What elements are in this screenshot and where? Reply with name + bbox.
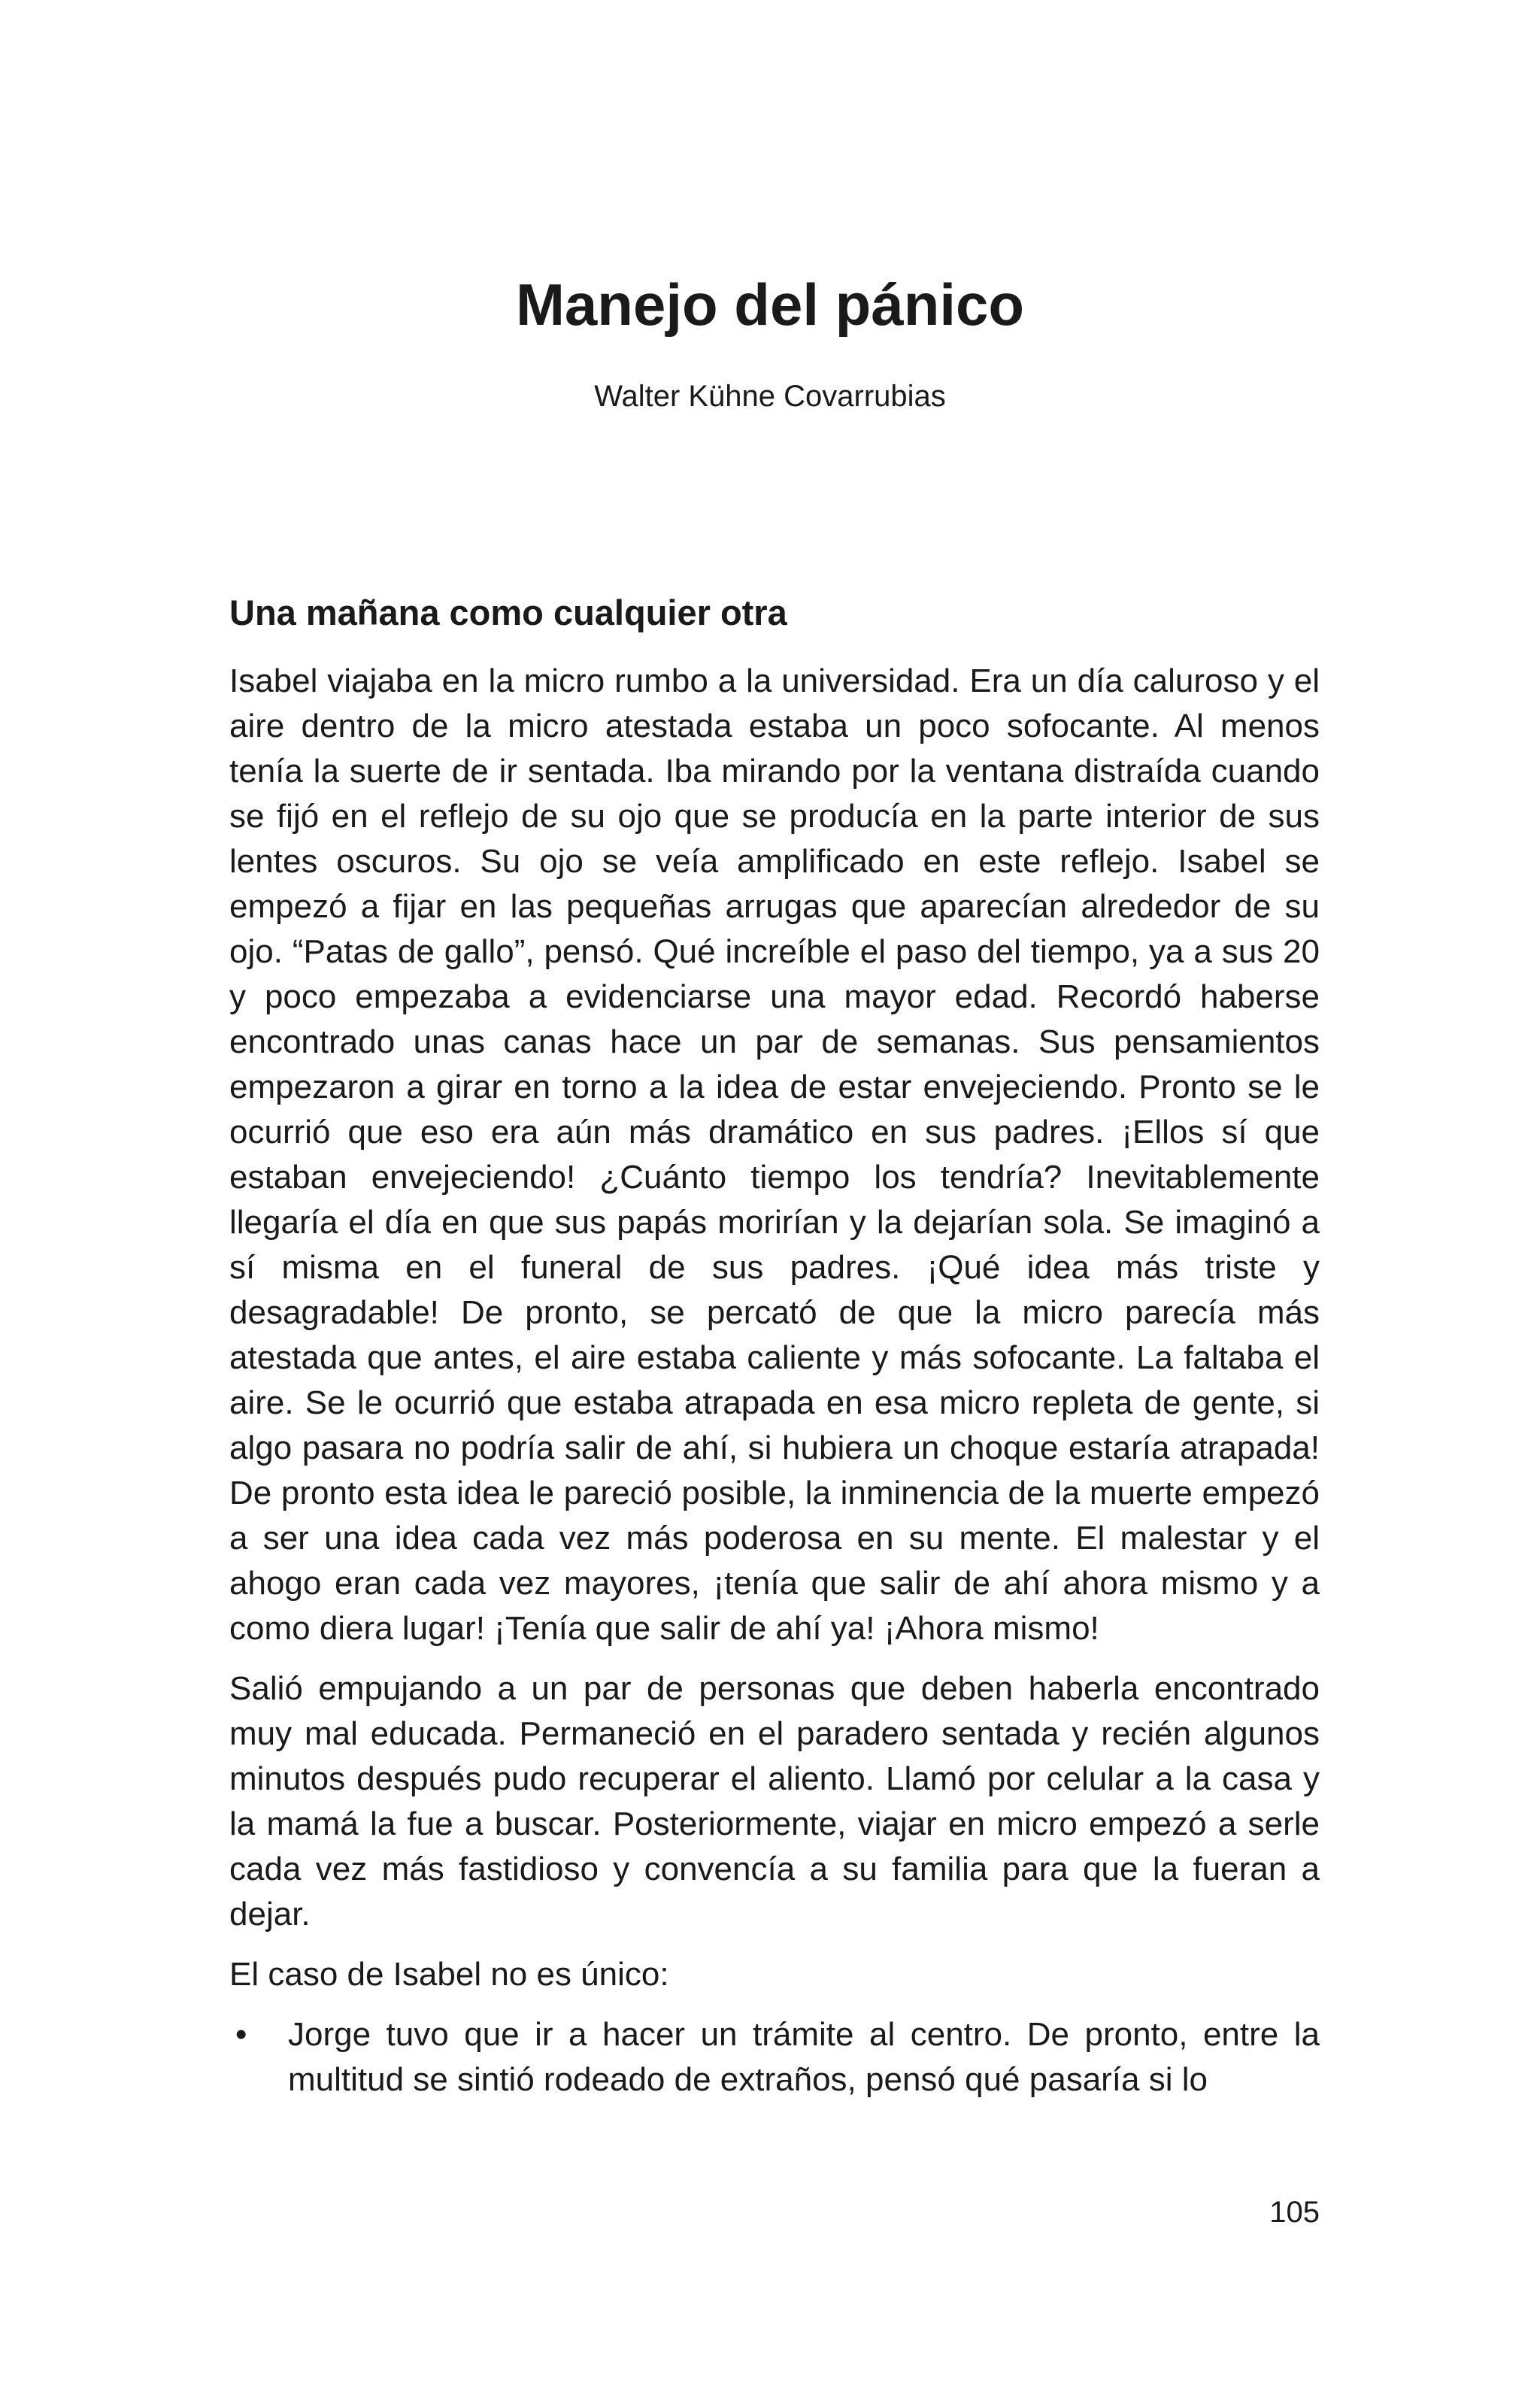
- chapter-author: Walter Kühne Covarrubias: [594, 380, 946, 413]
- list-item-text: Jorge tuvo que ir a hacer un trámite al centro. De pronto, entre la multitud se sintió rodeado de extraños, pensó qué pasaría si lo: [288, 2016, 1320, 2098]
- bullet-marker: •: [235, 2016, 247, 2053]
- page-number: 105: [1269, 2196, 1320, 2229]
- chapter-body: [229, 587, 1320, 2102]
- case-list: [229, 2012, 1320, 2102]
- paragraph: Salió empujando a un par de personas que deben haberla encontrado muy mal educada. Permaneció en el paradero sentada y recién algunos minutos después pudo recuperar el aliento. Llamó por celular a la casa y la mamá la fue a buscar. Posteriormente, viajar en micro empezó a serle cada vez más fastidioso y convencía a su familia para que la fueran a dejar.: [229, 1670, 1320, 1933]
- list-item: [229, 2012, 1320, 2102]
- paragraph: El caso de Isabel no es único:: [229, 1956, 669, 1993]
- section-heading: Una mañana como cualquier otra: [229, 593, 787, 632]
- chapter-title: Manejo del pánico: [515, 271, 1025, 338]
- paragraph: Isabel viajaba en la micro rumbo a la universidad. Era un día caluroso y el aire dentro de la micro atestada estaba un poco sofocante. Al menos tenía la suerte de ir sentada. Iba mirando por la ventana distraída cuando se fijó en el reflejo de su ojo que se producía en la parte interior de sus lentes oscuros. Su ojo se veía amplificado en este reflejo. Isabel se empezó a fijar en las pequeñas arrugas que aparecían alrededor de su ojo. “Patas de gallo”, pensó. Qué increíble el paso del tiempo, ya a sus 20 y poco empezaba a evidenciarse una mayor edad. Recordó haberse encontrado unas canas hace un par de semanas. Sus pensamientos empezaron a girar en torno a la idea de estar envejeciendo. Pronto se le ocurrió que eso era aún más dramático en sus padres. ¡Ellos sí que estaban envejeciendo! ¿Cuánto tiempo los tendría? Inevitablemente llegaría el día en que sus papás morirían y la dejarían sola. Se imaginó a sí misma en el funeral de sus padres. ¡Qué idea más triste y desagradable! De pronto, se percató de que la micro parecía más atestada que antes, el aire estaba caliente y más sofocante. La faltaba el aire. Se le ocurrió que estaba atrapada en esa micro repleta de gente, si algo pasara no podría salir de ahí, si hubiera un choque estaría atrapada! De pronto esta idea le pareció posible, la inminencia de la muerte empezó a ser una idea cada vez más poderosa en su mente. El malestar y el ahogo eran cada vez mayores, ¡tenía que salir de ahí ahora mismo y a como diera lugar! ¡Tenía que salir de ahí ya! ¡Ahora mismo!: [229, 662, 1320, 1647]
